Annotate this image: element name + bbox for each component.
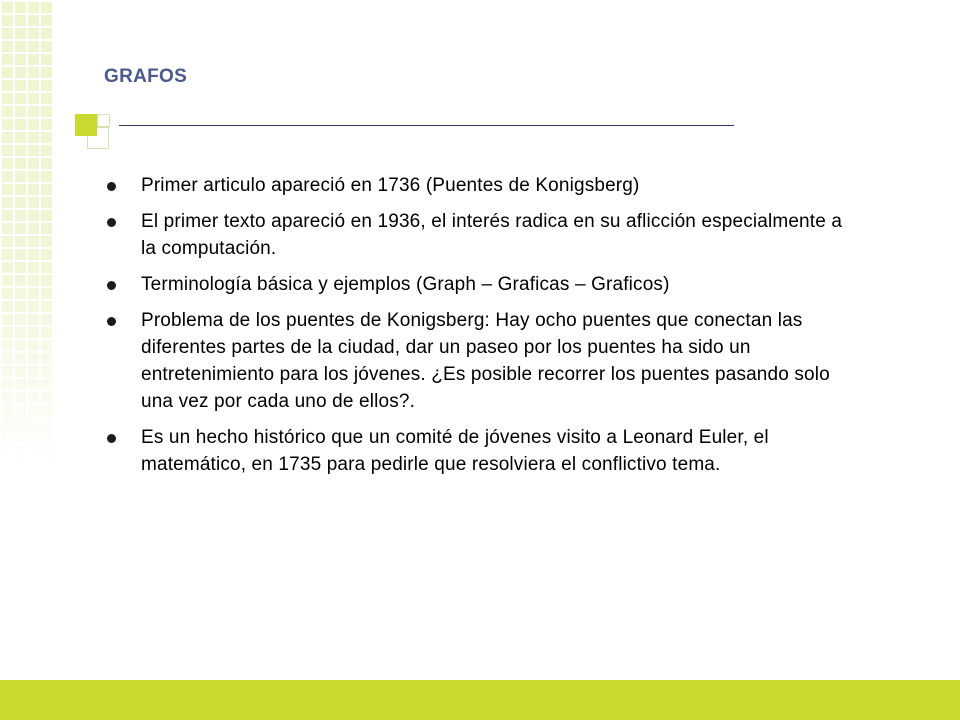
bullet-dot-icon [107,218,116,227]
title-underline [119,125,734,126]
bullet-text: Terminología básica y ejemplos (Graph – Graficas – Graficos) [141,274,670,295]
bullet-item [104,172,844,199]
bullet-dot-icon [107,434,116,443]
footer-accent-band [0,680,960,720]
bullet-item [104,424,844,478]
bullet-dot-icon [107,281,116,290]
bullet-list [104,172,844,487]
bullet-dot-icon [107,182,116,191]
bullet-text: Es un hecho histórico que un comité de jóvenes visito a Leonard Euler, el matemático, en 1735 para pedirle que resolviera el conflictivo tema. [141,427,769,475]
bullet-item [104,208,844,262]
left-grid-lines [0,0,54,470]
bullet-item [104,271,844,298]
bullet-text: Problema de los puentes de Konigsberg: Hay ocho puentes que conectan las diferentes partes de la ciudad, dar un paseo por los puentes ha sido un entretenimiento para los jóvenes. ¿Es posible recorrer los puentes pasando solo una vez por cada uno de ellos?. [141,310,830,412]
bullet-text: El primer texto apareció en 1936, el interés radica en su aflicción especialmente a la computación. [141,211,843,259]
decor-square-small [97,114,110,127]
slide-title: GRAFOS [104,66,188,87]
bullet-item [104,307,844,415]
bullet-dot-icon [107,317,116,326]
decor-square-accent [75,114,97,136]
bullet-text: Primer articulo apareció en 1736 (Puentes de Konigsberg) [141,175,640,196]
